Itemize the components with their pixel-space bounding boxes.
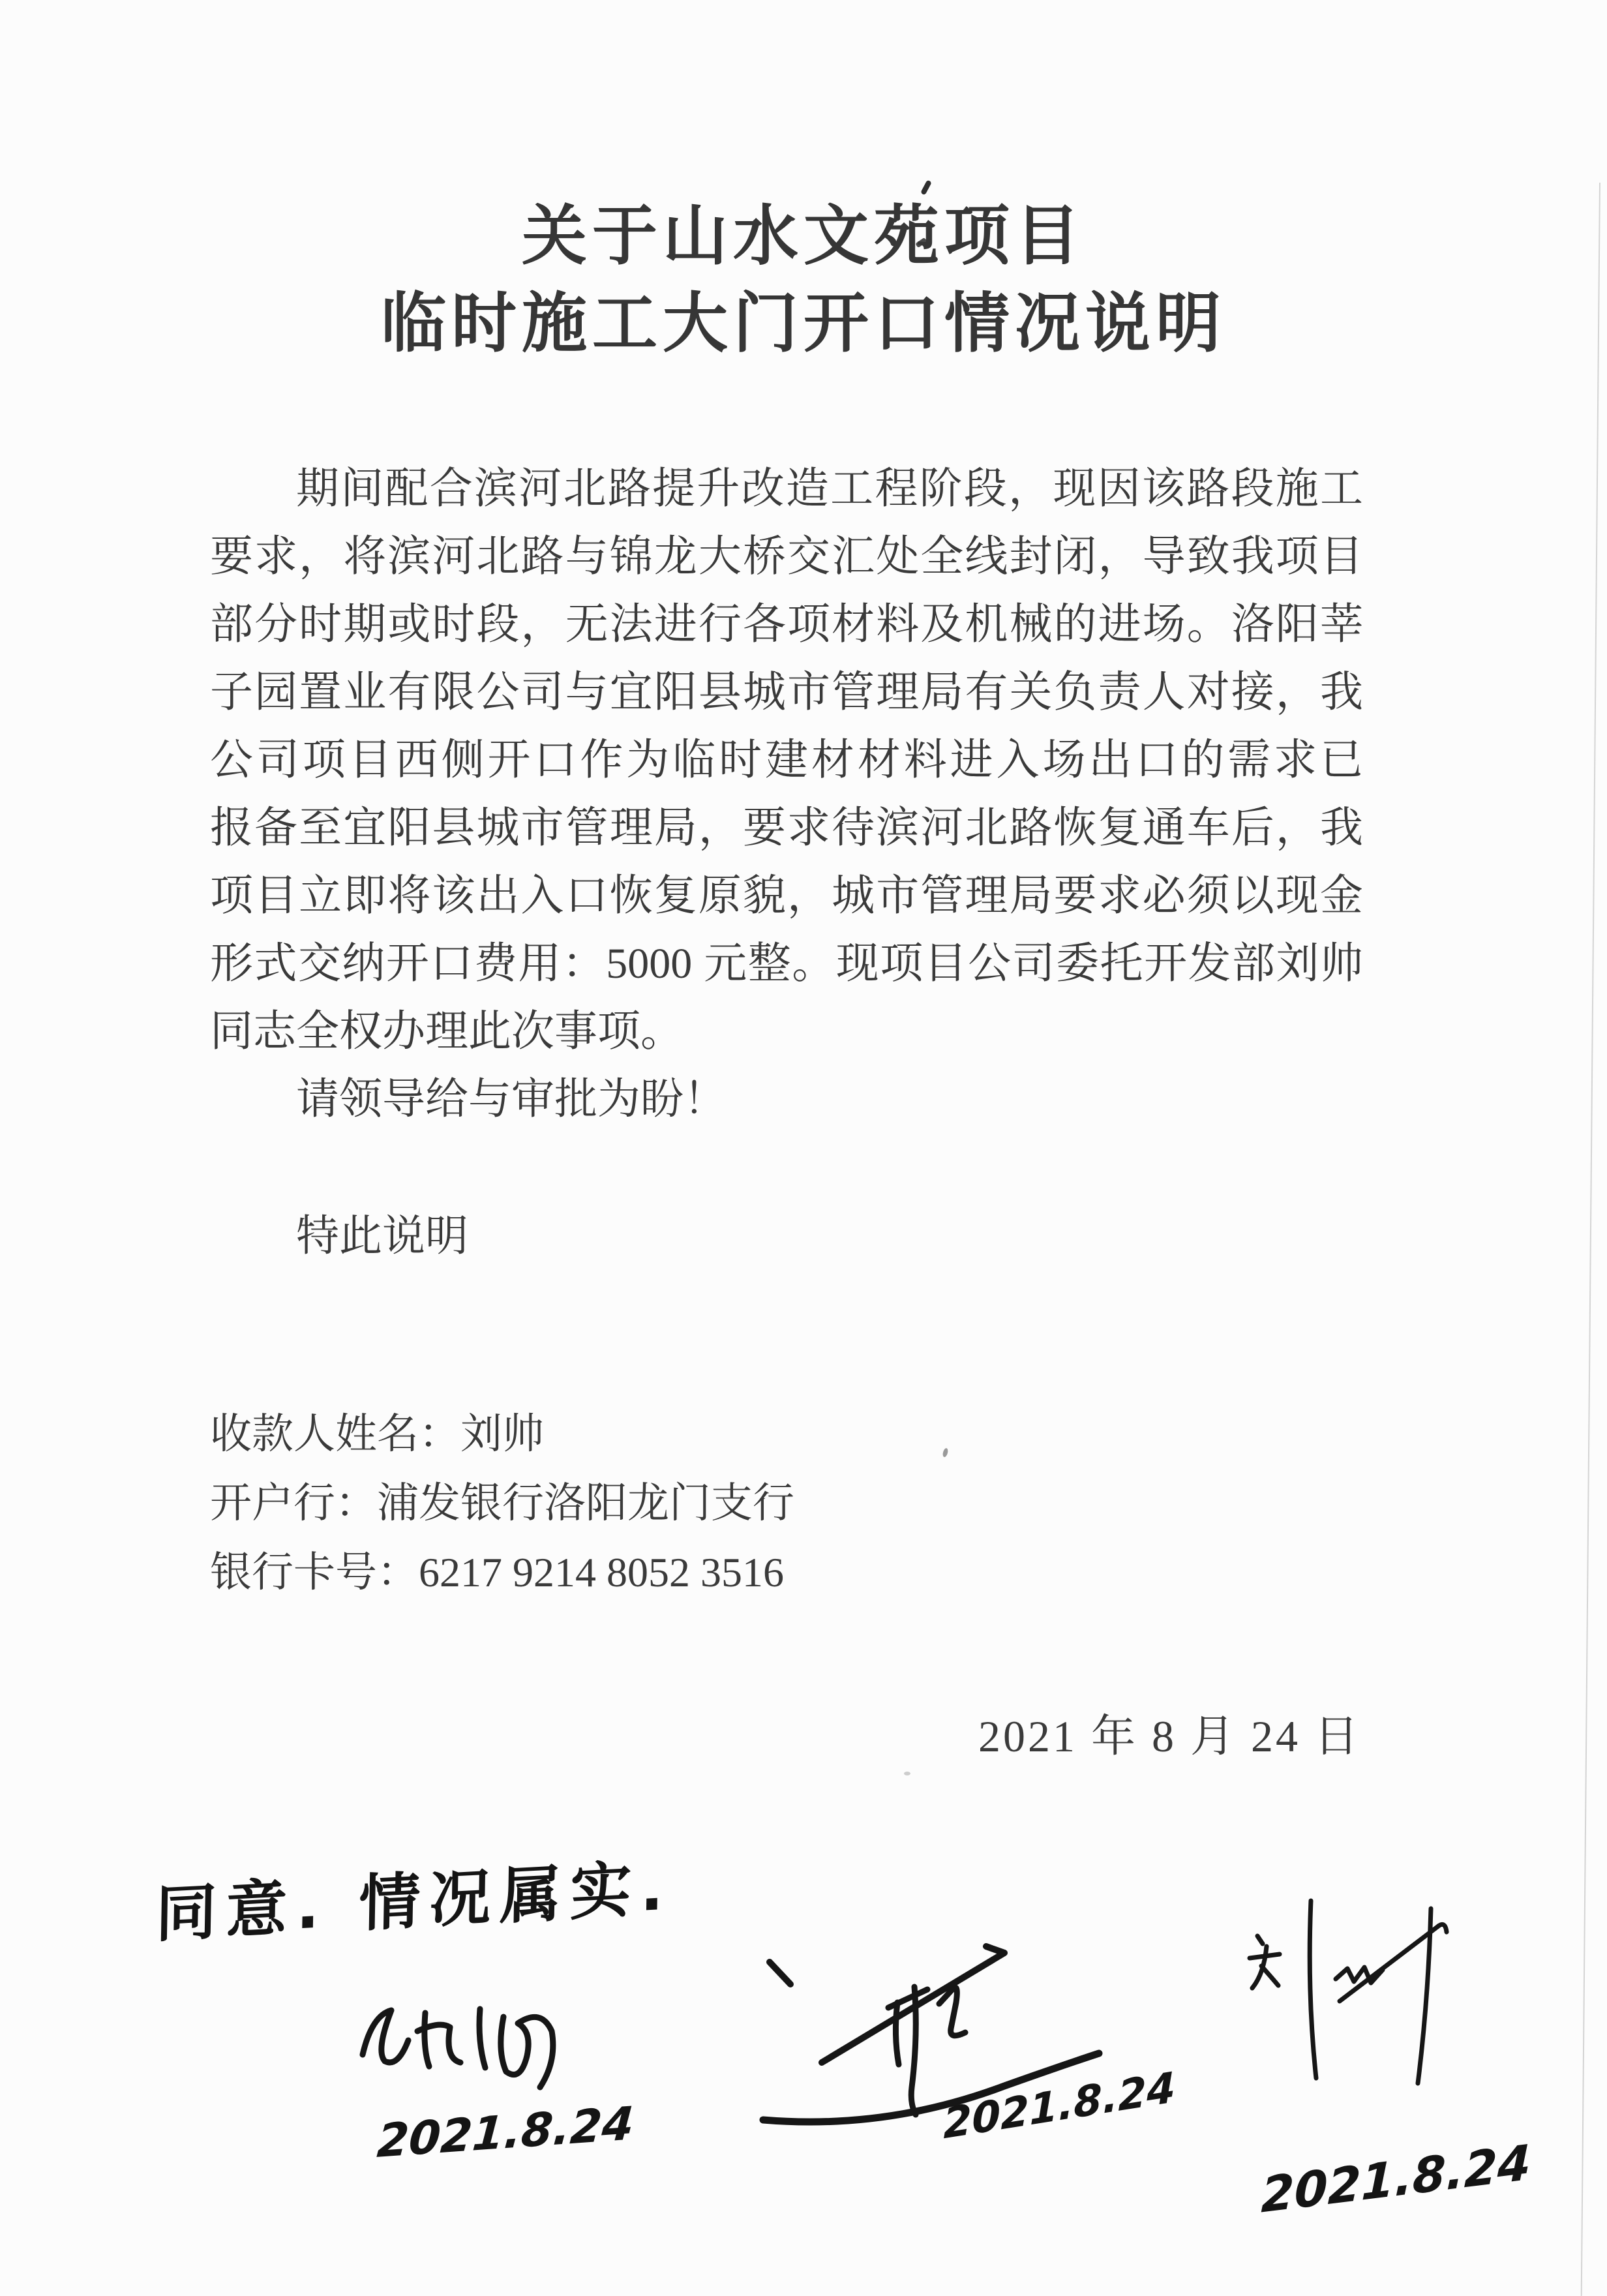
document-title-line1: 关于山水文苑项目 [522, 200, 1085, 273]
document-date: 2021 年 8 月 24 日 [978, 1712, 1362, 1761]
body-line: 同志全权办理此次事项。 [210, 1008, 683, 1055]
body-line: 形式交纳开口费用：5000 元整。现项目公司委托开发部刘帅 [210, 940, 1363, 988]
body-line: 期间配合滨河北路提升改造工程阶段，现因该路段施工 [296, 465, 1363, 513]
approval-right-date-handwritten: 2021.8.24 [1260, 2134, 1531, 2224]
payee-card-line: 银行卡号：6217 9214 8052 3516 [210, 1549, 784, 1595]
body-line: 子园置业有限公司与宜阳县城市管理局有关负责人对接，我 [210, 669, 1363, 716]
document-title-line2: 临时施工大门开口情况说明 [381, 287, 1226, 360]
scan-speck [942, 1447, 948, 1457]
body-line: 部分时期或时段，无法进行各项材料及机械的进场。洛阳莘 [210, 601, 1363, 648]
scan-speck [904, 1772, 910, 1775]
payee-bank-line: 开户行：浦发银行洛阳龙门支行 [210, 1480, 794, 1526]
signature-left-scrawl [352, 1991, 574, 2095]
approval-comment-handwritten: 同意. 情况属实. [155, 1852, 674, 1951]
body-line: 公司项目西侧开口作为临时建材材料进入场出口的需求已 [210, 736, 1363, 784]
scan-speck [920, 179, 932, 195]
body-paragraph [210, 455, 1363, 1134]
approval-middle-date-handwritten: 2021.8.24 [942, 2063, 1176, 2149]
closing-statement: 特此说明 [296, 1213, 468, 1260]
body-line: 报备至宜阳县城市管理局，要求待滨河北路恢复通车后，我 [210, 804, 1363, 852]
signature-right-scrawl [1238, 1896, 1453, 2091]
body-line: 要求，将滨河北路与锦龙大桥交汇处全线封闭，导致我项目 [210, 533, 1363, 581]
body-line: 项目立即将该出入口恢复原貌，城市管理局要求必须以现金 [210, 872, 1363, 920]
payee-info [210, 1400, 794, 1607]
scan-edge-line [1581, 183, 1600, 2296]
body-line: 请领导给与审批为盼！ [296, 1076, 727, 1123]
approval-left-date-handwritten: 2021.8.24 [375, 2096, 636, 2169]
payee-name-line: 收款人姓名：刘帅 [210, 1411, 544, 1457]
